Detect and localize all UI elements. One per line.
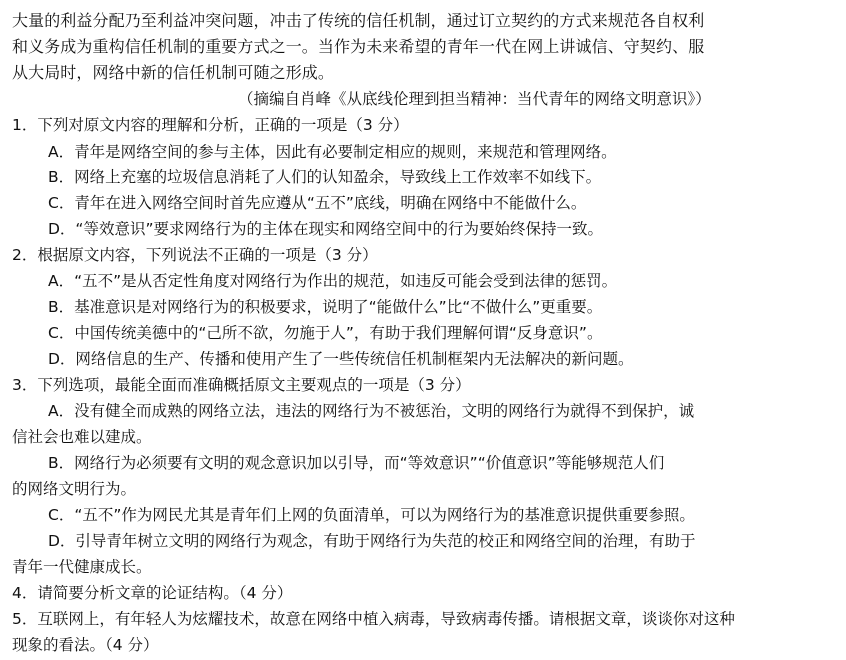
question-1-option-a: A．青年是网络空间的参与主体，因此有必要制定相应的规则，来规范和管理网络。 — [48, 143, 617, 161]
question-3-option-b: B．网络行为必须要有文明的观念意识加以引导，而“等效意识”“价值意识”等能够规范人们 — [48, 454, 665, 472]
passage-line: 和义务成为重构信任机制的重要方式之一。当作为未来希望的青年一代在网上讲诚信、守契约、服 — [12, 37, 705, 56]
question-2-option-a: A．“五不”是从否定性角度对网络行为作出的规范，如违反可能会受到法律的惩罚。 — [48, 272, 618, 290]
question-3-option-a: A．没有健全而成熟的网络立法，违法的网络行为不被惩治，文明的网络行为就得不到保护，诚 — [48, 402, 695, 420]
passage-line: 大量的利益分配乃至利益冲突问题，冲击了传统的信任机制，通过订立契约的方式来规范各自权利 — [12, 11, 705, 30]
passage-source: （摘编自肖峰《从底线伦理到担当精神：当代青年的网络文明意识》） — [238, 90, 711, 108]
question-1-option-c: C．青年在进入网络空间时首先应遵从“五不”底线，明确在网络中不能做什么。 — [48, 194, 587, 212]
question-3-option-c: C．“五不”作为网民尤其是青年们上网的负面清单，可以为网络行为的基准意识提供重要参照。 — [48, 506, 695, 524]
question-1-option-b: B．网络上充塞的垃圾信息消耗了人们的认知盈余，导致线上工作效率不如线下。 — [48, 168, 602, 186]
question-2-stem: 2．根据原文内容，下列说法不正确的一项是（3 分） — [12, 246, 378, 264]
question-2-option-b: B．基准意识是对网络行为的积极要求，说明了“能做什么”比“不做什么”更重要。 — [48, 298, 603, 316]
question-3-option-b-cont: 的网络文明行为。 — [12, 480, 137, 498]
passage-line: 从大局时，网络中新的信任机制可随之形成。 — [12, 63, 335, 82]
question-1-stem: 1．下列对原文内容的理解和分析，正确的一项是（3 分） — [12, 116, 409, 134]
question-5-stem: 5．互联网上，有年轻人为炫耀技术，故意在网络中植入病毒，导致病毒传播。请根据文章，谈谈你对这种 — [12, 610, 735, 628]
question-2-option-c: C．中国传统美德中的“己所不欲，勿施于人”，有助于我们理解何谓“反身意识”。 — [48, 324, 603, 342]
question-2-option-d: D．网络信息的生产、传播和使用产生了一些传统信任机制框架内无法解决的新问题。 — [48, 350, 634, 368]
question-1-option-d: D．“等效意识”要求网络行为的主体在现实和网络空间中的行为要始终保持一致。 — [48, 220, 603, 238]
question-3-stem: 3．下列选项，最能全面而准确概括原文主要观点的一项是（3 分） — [12, 376, 471, 394]
question-3-option-d: D．引导青年树立文明的网络行为观念，有助于网络行为失范的校正和网络空间的治理，有助于 — [48, 532, 696, 550]
question-4-stem: 4．请简要分析文章的论证结构。（4 分） — [12, 584, 293, 602]
question-3-option-d-cont: 青年一代健康成长。 — [12, 558, 152, 576]
question-5-stem-cont: 现象的看法。（4 分） — [12, 636, 159, 654]
question-3-option-a-cont: 信社会也难以建成。 — [12, 428, 152, 446]
